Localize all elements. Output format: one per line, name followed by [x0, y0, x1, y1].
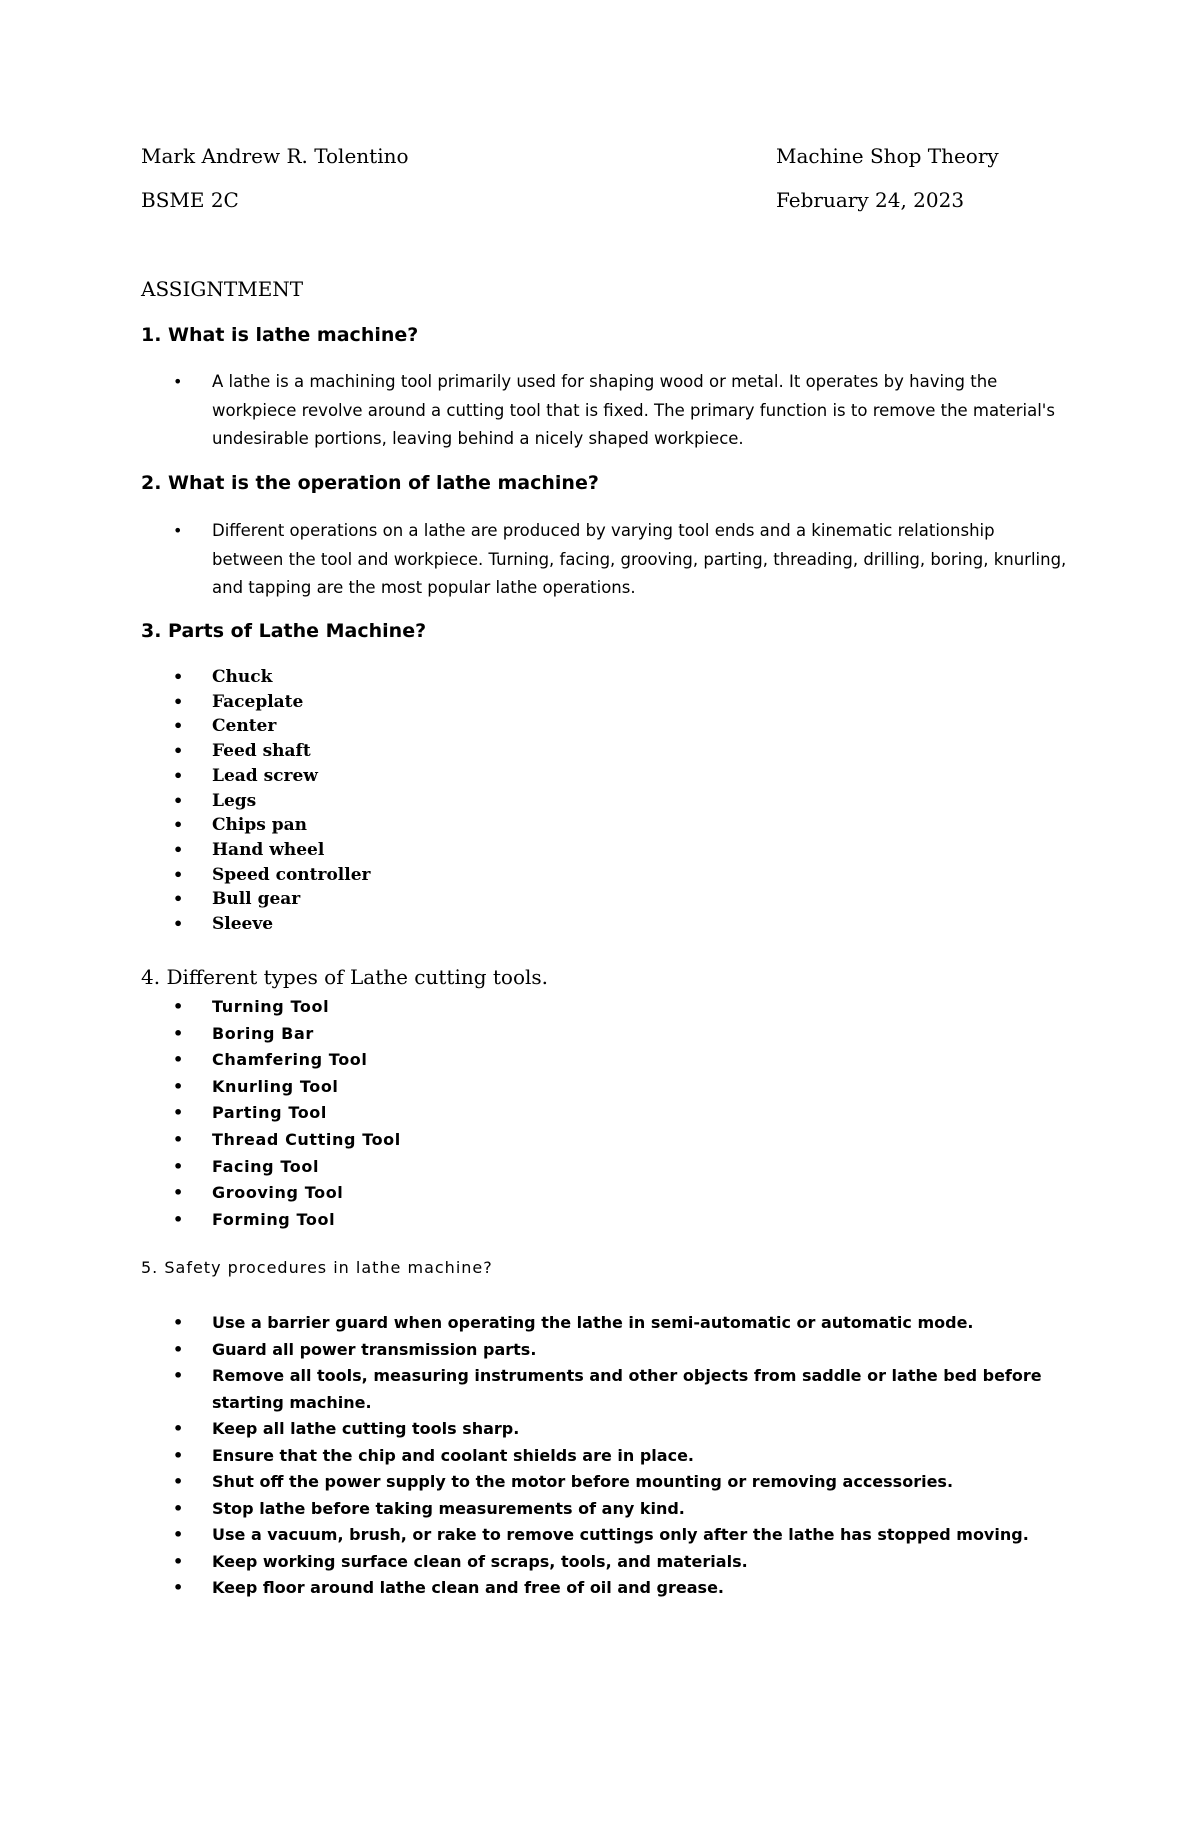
list-item-text: Boring Bar — [212, 1023, 314, 1043]
bullet-icon: • — [173, 372, 183, 391]
question-2-answer-list — [141, 517, 1071, 603]
bullet-icon: • — [173, 1313, 184, 1332]
bullet-icon: • — [173, 864, 184, 884]
list-item-text: Hand wheel — [212, 839, 325, 860]
list-item-text: Feed shaft — [212, 741, 311, 762]
bullet-icon: • — [173, 1050, 184, 1070]
bullet-icon: • — [173, 790, 184, 810]
list-item-text: Forming Tool — [212, 1209, 336, 1229]
list-item — [141, 1522, 1071, 1549]
list-item — [141, 1443, 1071, 1470]
cutting-tools-list — [141, 994, 401, 1233]
question-5-title: 5. Safety procedures in lathe machine? — [141, 1258, 493, 1277]
list-item-text: Center — [212, 716, 277, 737]
list-item — [141, 887, 371, 912]
list-item-text: Facing Tool — [212, 1156, 320, 1176]
question-2-title: 2. What is the operation of lathe machine? — [141, 472, 599, 494]
question-1-title: 1. What is lathe machine? — [141, 324, 419, 346]
bullet-icon: • — [173, 1339, 184, 1359]
list-item — [141, 1496, 1071, 1523]
list-item — [141, 1363, 1071, 1416]
list-item — [141, 1549, 1071, 1576]
list-item-text: Use a barrier guard when operating the lathe in semi-automatic or automatic mode. — [212, 1313, 974, 1332]
answer-text: A lathe is a machining tool primarily used for shaping wood or metal. It operates by having the workpiece revolve around a cutting tool that is fixed. The primary function is to remove the material's undesirable portions, leaving behind a nicely shaped workpiece. — [212, 372, 1055, 448]
list-item-text: Parting Tool — [212, 1103, 327, 1123]
list-item — [141, 1154, 401, 1181]
list-item-text: Ensure that the chip and coolant shields are in place. — [212, 1445, 694, 1465]
bullet-icon: • — [173, 997, 184, 1016]
bullet-icon: • — [173, 1445, 184, 1465]
bullet-icon: • — [173, 889, 184, 909]
list-item-text: Keep working surface clean of scraps, tools, and materials. — [212, 1551, 748, 1571]
bullet-icon: • — [173, 1183, 184, 1203]
bullet-icon: • — [173, 1472, 184, 1491]
list-item-text: Sleeve — [212, 914, 274, 935]
list-item — [141, 789, 371, 814]
assignment-title: ASSIGNTMENT — [141, 277, 304, 301]
list-item-text: Speed controller — [212, 864, 371, 885]
list-item — [141, 368, 1071, 454]
list-item-text: Turning Tool — [212, 997, 330, 1016]
list-item — [141, 1469, 1071, 1496]
bullet-icon: • — [173, 1156, 184, 1176]
list-item — [141, 1074, 401, 1101]
list-item — [141, 739, 371, 764]
student-name: Mark Andrew R. Tolentino — [141, 144, 409, 168]
list-item — [141, 714, 371, 739]
bullet-icon: • — [173, 1103, 184, 1123]
list-item-text: Chips pan — [212, 815, 307, 836]
bullet-icon: • — [173, 691, 184, 711]
bullet-icon: • — [173, 1498, 184, 1518]
student-section: BSME 2C — [141, 188, 239, 212]
bullet-icon: • — [173, 839, 184, 859]
bullet-icon: • — [173, 716, 184, 736]
list-item — [141, 1207, 401, 1234]
bullet-icon: • — [173, 815, 184, 835]
lathe-parts-list — [141, 665, 371, 937]
list-item-text: Knurling Tool — [212, 1076, 339, 1096]
list-item-text: Legs — [212, 790, 257, 811]
list-item-text: Chuck — [212, 667, 273, 687]
list-item — [141, 1100, 401, 1127]
question-1-answer-list — [141, 368, 1071, 454]
answer-text: Different operations on a lathe are produced by varying tool ends and a kinematic relationship between the tool and workpiece. Turning, facing, grooving, parting, threading, drilling, boring, knurling, and tapping are the most popular lathe operations. — [212, 521, 1067, 597]
list-item-text: Remove all tools, measuring instruments and other objects from saddle or lathe bed before starting machine. — [212, 1366, 1042, 1412]
bullet-icon: • — [173, 1076, 184, 1096]
course-title: Machine Shop Theory — [776, 144, 999, 168]
assignment-date: February 24, 2023 — [776, 188, 965, 212]
bullet-icon: • — [173, 1023, 184, 1043]
list-item-text: Stop lathe before taking measurements of any kind. — [212, 1498, 685, 1518]
list-item-text: Shut off the power supply to the motor before mounting or removing accessories. — [212, 1472, 954, 1491]
list-item-text: Keep floor around lathe clean and free of oil and grease. — [212, 1578, 724, 1597]
safety-procedures-list — [141, 1310, 1071, 1602]
list-item — [141, 1127, 401, 1154]
list-item-text: Grooving Tool — [212, 1183, 344, 1203]
bullet-icon: • — [173, 1129, 184, 1149]
bullet-icon: • — [173, 1419, 184, 1438]
list-item — [141, 863, 371, 888]
list-item — [141, 813, 371, 838]
bullet-icon: • — [173, 667, 184, 686]
list-item — [141, 1021, 401, 1048]
list-item-text: Guard all power transmission parts. — [212, 1339, 537, 1359]
list-item-text: Bull gear — [212, 889, 301, 910]
list-item — [141, 1575, 1071, 1602]
list-item — [141, 1180, 401, 1207]
list-item-text: Chamfering Tool — [212, 1050, 368, 1070]
question-4-title: 4. Different types of Lathe cutting tools. — [141, 965, 549, 989]
bullet-icon: • — [173, 1209, 184, 1229]
list-item — [141, 764, 371, 789]
list-item-text: Lead screw — [212, 765, 318, 786]
list-item — [141, 690, 371, 715]
list-item — [141, 517, 1071, 603]
bullet-icon: • — [173, 914, 184, 934]
bullet-icon: • — [173, 1578, 184, 1597]
list-item-text: Keep all lathe cutting tools sharp. — [212, 1419, 520, 1438]
list-item — [141, 1047, 401, 1074]
list-item — [141, 1416, 1071, 1443]
bullet-icon: • — [173, 1525, 184, 1544]
list-item — [141, 1310, 1071, 1337]
list-item — [141, 665, 371, 690]
list-item — [141, 912, 371, 937]
list-item-text: Thread Cutting Tool — [212, 1129, 401, 1149]
bullet-icon: • — [173, 765, 184, 785]
list-item — [141, 994, 401, 1021]
question-3-title: 3. Parts of Lathe Machine? — [141, 620, 427, 642]
bullet-icon: • — [173, 1366, 184, 1385]
bullet-icon: • — [173, 741, 184, 761]
bullet-icon: • — [173, 521, 183, 540]
list-item-text: Faceplate — [212, 691, 304, 712]
bullet-icon: • — [173, 1551, 184, 1571]
list-item-text: Use a vacuum, brush, or rake to remove cuttings only after the lathe has stopped moving. — [212, 1525, 1029, 1544]
list-item — [141, 1337, 1071, 1364]
list-item — [141, 838, 371, 863]
